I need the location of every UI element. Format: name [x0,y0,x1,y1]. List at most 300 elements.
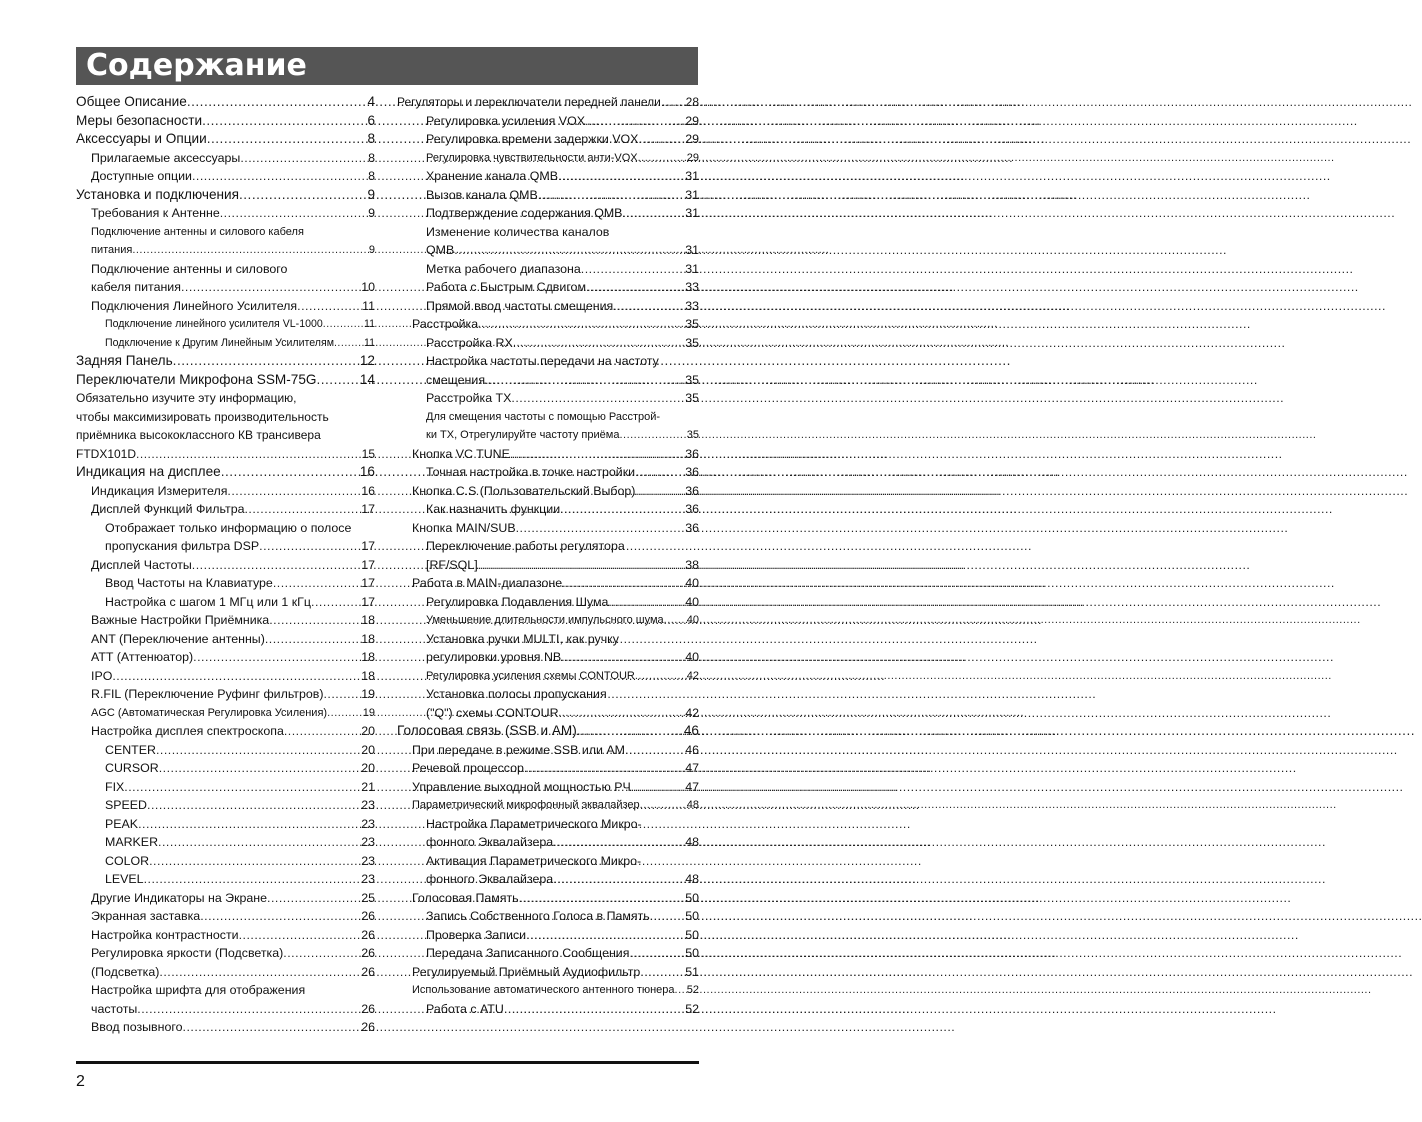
toc-entry-page: 26 [361,946,375,960]
toc-entry-page: 11 [362,298,375,313]
toc-entry[interactable] [76,833,375,852]
toc-leader-dots [269,611,359,630]
toc-entry-page: 50 [685,890,699,905]
toc-entry[interactable] [397,759,699,778]
toc-entry-title: Установка и подключения [76,186,239,202]
toc-leader-dots [622,204,683,223]
toc-entry-title: Дисплей Функций Фильтра [91,502,245,516]
toc-entry-title-line: Подключение антенны и силового [91,261,288,276]
toc-leader-dots [577,722,682,741]
toc-entry-title-line: Настройка Параметрического Микро- [426,816,642,831]
toc-entry-title: R.FIL (Переключение Руфинг фильтров) [91,687,324,701]
toc-entry[interactable] [397,204,699,223]
toc-entry-title: фонного Эквалайзера [426,835,554,849]
toc-entry-title-line: приёмника высококлассного КВ трансивера [76,428,321,442]
toc-entry-title: Метка рабочего диапазона [426,261,581,276]
toc-entry-title: Важные Настройки Приёмника [91,613,270,627]
toc-entry[interactable] [76,852,375,871]
toc-entry[interactable] [76,741,375,760]
toc-entry[interactable] [76,315,375,334]
toc-entry-page: 26 [361,927,375,942]
toc-entry[interactable] [397,93,699,112]
toc-leader-dots [147,796,359,815]
toc-entry[interactable] [76,334,375,353]
toc-entry-title-line: Установка ручки MULTI, как ручку [426,631,619,646]
toc-leader-dots [613,297,683,316]
toc-entry[interactable] [76,759,375,778]
toc-entry-page: 9 [368,244,375,256]
toc-entry[interactable] [397,944,699,963]
toc-leader-dots [675,981,685,1000]
toc-entry-page: 14 [359,371,375,387]
toc-leader-dots [183,1018,360,1037]
toc-entry[interactable] [397,352,699,389]
toc-entry-page: 42 [685,705,699,720]
toc-leader-dots [631,778,683,797]
toc-entry-title: Ввод позывного [91,1020,183,1034]
toc-leader-dots [635,667,685,686]
toc-entry-title: Прямой ввод частоты смещения [426,298,614,313]
toc-entry[interactable] [76,870,375,889]
toc-entry[interactable] [76,963,375,982]
toc-entry-page: 36 [685,520,699,535]
toc-entry[interactable] [76,722,375,741]
toc-entry-page: 16 [361,483,375,498]
toc-entry[interactable] [76,371,375,390]
toc-entry[interactable] [397,741,699,760]
toc-entry[interactable] [76,593,375,612]
toc-leader-dots [187,93,366,112]
toc-leader-dots [283,944,359,963]
toc-entry-title: Голосовая Память [412,890,519,905]
toc-entry[interactable] [76,685,375,704]
toc-leader-dots [478,556,684,575]
toc-leader-dots [137,1000,359,1019]
toc-entry-title: CURSOR [105,761,159,775]
toc-entry-title: Работа в MAIN-диапазоне [412,576,563,590]
toc-entry-title: Настройка с шагом 1 МГц или 1 кГц [105,594,311,609]
toc-entry-title-line: Активация Параметрического Микро- [426,853,642,868]
toc-entry[interactable] [76,667,375,686]
toc-entry-title: Ввод Частоты на Клавиатуре [105,576,273,590]
toc-leader-dots [136,445,360,464]
toc-entry-page: 36 [685,465,699,479]
toc-entry-title: (Подсветка) [91,964,160,979]
toc-entry-page: 23 [361,853,375,868]
toc-entry[interactable] [76,778,375,797]
toc-entry[interactable] [397,500,699,519]
toc-entry-page: 35 [685,391,699,405]
toc-entry-title: QMB [426,243,455,257]
toc-leader-dots [524,759,683,778]
toc-entry-page: 4 [367,94,375,109]
toc-entry[interactable] [76,611,375,630]
toc-entry[interactable] [397,167,699,186]
toc-entry-page: 23 [361,872,375,886]
toc-entry[interactable] [397,260,699,279]
toc-entry[interactable] [397,796,699,815]
toc-leader-dots [638,130,683,149]
toc-entry-title: Регулировка времени задержки VOX [426,132,639,146]
toc-leader-dots [635,463,683,482]
toc-entry-page: 50 [685,927,699,942]
toc-leader-dots [284,722,359,741]
toc-entry-page: 38 [685,557,699,572]
toc-leader-dots [635,482,683,501]
toc-entry-page: 31 [685,206,699,220]
toc-leader-dots [297,297,360,316]
toc-entry-page: 23 [361,798,375,812]
toc-entry[interactable] [397,519,699,538]
toc-leader-dots [240,149,366,168]
toc-entry[interactable] [397,149,699,168]
toc-leader-dots [221,463,358,482]
toc-right-column [397,93,699,1018]
toc-entry-page: 11 [364,336,375,349]
toc-leader-dots [112,667,359,686]
toc-entry[interactable] [397,889,699,908]
toc-entry[interactable] [76,815,375,834]
toc-entry-page: 36 [685,483,699,498]
toc-leader-dots [553,833,683,852]
toc-entry[interactable] [397,130,699,149]
toc-entry-title: ATT (Аттенюатор) [91,650,194,664]
toc-entry[interactable] [397,112,699,131]
toc-leader-dots [239,926,360,945]
toc-entry-title: ки TX, Отрегулируйте частоту приёма [426,429,620,441]
toc-entry[interactable] [397,408,699,445]
toc-entry-title: Меры безопасности [76,112,203,128]
toc-leader-dots [511,389,683,408]
toc-entry-page: 23 [361,835,375,849]
toc-entry[interactable] [76,260,375,297]
toc-entry[interactable] [397,574,699,593]
toc-entry[interactable] [397,667,699,686]
toc-entry-page: 17 [361,576,375,590]
toc-entry-title: SPEED [105,798,148,812]
toc-entry-page: 31 [685,243,699,257]
toc-entry-page: 20 [361,742,375,757]
toc-entry[interactable] [76,149,375,168]
toc-entry[interactable] [76,926,375,945]
toc-entry-title: Задняя Панель [76,353,173,368]
toc-leader-dots [227,482,359,501]
toc-leader-dots [478,315,683,334]
toc-entry-page: 48 [685,872,699,886]
toc-entry-page: 29 [686,151,699,164]
toc-leader-dots [323,685,359,704]
toc-entry-page: 52 [686,984,699,996]
toc-entry[interactable] [397,981,699,1000]
toc-entry-title: PEAK [105,816,139,831]
toc-entry[interactable] [397,278,699,297]
toc-leader-dots [311,593,359,612]
toc-entry[interactable] [397,611,699,630]
toc-entry-page: 16 [359,464,375,479]
toc-entry-page: 28 [685,95,699,109]
toc-leader-dots [538,186,683,205]
toc-entry-title: смещения [426,372,486,387]
toc-leader-dots [561,648,683,667]
toc-entry[interactable] [76,648,375,667]
toc-entry-title: LEVEL [105,872,144,886]
toc-entry[interactable] [397,223,699,260]
toc-entry-page: 50 [685,946,699,960]
toc-entry-title: регулировки уровня NB [426,650,562,664]
toc-entry[interactable] [397,926,699,945]
toc-entry-page: 17 [361,594,375,609]
toc-entry-title: Хранение канала QMB [426,169,558,183]
toc-entry[interactable] [76,981,375,1018]
toc-entry-title: кабеля питания [91,280,181,294]
toc-leader-dots [558,167,683,186]
toc-entry[interactable] [76,482,375,501]
toc-entry-page: 17 [361,557,375,572]
toc-leader-dots [267,889,359,908]
toc-entry-title: Регуляторы и переключатели передней панели [397,95,661,109]
toc-leader-dots [156,741,359,760]
toc-entry-page: 11 [364,318,375,330]
toc-entry[interactable] [397,297,699,316]
toc-entry-title: ("Q") схемы CONTOUR [426,705,559,720]
toc-entry-page: 40 [686,614,699,626]
toc-leader-dots [124,778,359,797]
toc-entry-page: 31 [685,187,699,202]
toc-entry[interactable] [76,297,375,316]
toc-entry-title: COLOR [105,853,150,868]
toc-entry-page: 9 [368,206,375,220]
toc-entry-title: Переключатели Микрофона SSM-75G [76,371,317,387]
toc-leader-dots [173,352,358,371]
toc-leader-dots [327,704,361,723]
toc-entry-page: 26 [361,1001,375,1016]
toc-entry-title-line: Установка полосы пропускания [426,687,607,701]
toc-entry-title-line: Изменение количества каналов [426,224,610,239]
toc-leader-dots [581,260,683,279]
toc-leader-dots [454,241,683,260]
toc-leader-dots [553,870,683,889]
toc-entry[interactable] [76,130,375,149]
toc-entry-title: Регулировка яркости (Подсветка) [91,946,284,960]
toc-entry-title: Запись Собственного Голоса в Память [426,909,650,923]
toc-leader-dots [516,519,684,538]
toc-entry[interactable] [76,574,375,593]
toc-entry-title: Передача Записанного Сообщения [426,946,630,960]
toc-entry[interactable] [397,1000,699,1019]
toc-leader-dots [640,963,683,982]
toc-entry-page: 46 [683,723,699,738]
toc-entry-page: 26 [361,964,375,979]
toc-leader-dots [207,130,366,149]
toc-entry[interactable] [397,852,699,889]
toc-entry-title: фонного Эквалайзера [426,872,554,886]
toc-entry-page: 18 [361,650,375,664]
toc-leader-dots [316,371,357,390]
toc-leader-dots [650,907,683,926]
toc-entry-title: Регулировка усиления схемы CONTOUR [426,669,635,682]
toc-entry-title: Расстройка TX [426,391,512,405]
toc-entry[interactable] [76,630,375,649]
toc-entry-page: 19 [361,687,375,701]
toc-entry[interactable] [76,223,375,260]
toc-entry[interactable] [397,445,699,464]
toc-entry[interactable] [397,186,699,205]
toc-entry[interactable] [76,556,375,575]
toc-leader-dots [158,833,359,852]
toc-leader-dots [265,630,359,649]
toc-entry[interactable] [76,907,375,926]
toc-entry-title: [RF/SQL] [426,557,478,572]
toc-entry-title: Экранная заставка [91,909,201,923]
page-number: 2 [76,1073,85,1090]
toc-entry[interactable] [397,722,699,741]
toc-entry-title: MARKER [105,835,159,849]
toc-leader-dots [193,648,359,667]
toc-entry[interactable] [76,167,375,186]
toc-entry[interactable] [76,704,375,723]
toc-entry-page: 9 [367,186,375,202]
toc-entry-page: 20 [361,724,375,738]
toc-entry[interactable] [397,815,699,852]
toc-leader-dots [562,574,683,593]
toc-entry[interactable] [76,389,375,463]
toc-entry-title: Расстройка [412,317,479,331]
toc-entry[interactable] [397,334,699,353]
toc-leader-dots [259,537,359,556]
toc-leader-dots [132,241,367,260]
toc-entry[interactable] [76,500,375,519]
toc-entry-page: 15 [361,446,375,461]
toc-entry-title: Регулировка Подавления Шума [426,594,609,609]
toc-entry[interactable] [397,463,699,482]
toc-entry-title: Управление выходной мощностью РЧ [412,779,631,794]
toc-leader-dots [560,500,683,519]
toc-entry-title-line: Переключение работы регулятора [426,539,625,553]
toc-leader-dots [513,334,683,353]
toc-leader-dots [323,315,362,334]
toc-entry[interactable] [76,944,375,963]
toc-entry-title: Расстройка RX [426,335,513,350]
toc-entry[interactable] [76,463,375,482]
toc-entry[interactable] [397,630,699,667]
toc-entry-title: Регулировка усиления VOX [426,113,585,128]
toc-leader-dots [625,741,683,760]
toc-leader-dots [192,556,359,575]
toc-entry-title: Речевой процессор [412,761,524,775]
toc-leader-dots [664,611,685,630]
toc-leader-dots [585,112,683,131]
toc-entry-title: Регулировка чувствительности анти-VOX [426,151,638,164]
toc-leader-dots [202,112,365,131]
toc-leader-dots [629,944,683,963]
toc-entry-page: 42 [686,669,699,682]
toc-entry-title: Подключения Линейного Усилителя [91,298,298,313]
toc-leader-dots [144,870,360,889]
toc-entry-page: 36 [685,446,699,461]
toc-entry-title: Доступные опции [91,169,192,183]
toc-entry-title: Подтверждение содержания QMB [426,206,623,220]
toc-entry-title: Точная настройка в точке настройки [426,465,636,479]
toc-entry[interactable] [76,519,375,556]
toc-entry-page: 47 [685,779,699,794]
toc-entry-page: 33 [685,280,699,294]
toc-entry-title-line: чтобы максимизировать производительность [76,409,329,424]
toc-entry-title-line: Подключение антенны и силового кабеля [91,225,304,238]
toc-leader-dots [608,593,683,612]
toc-entry-page: 23 [361,816,375,831]
toc-entry[interactable] [76,352,375,371]
toc-entry-title: Требования к Антенне [91,206,220,220]
toc-entry-title: CENTER [105,742,156,757]
toc-entry[interactable] [76,112,375,131]
toc-leader-dots [273,574,359,593]
toc-entry[interactable] [76,889,375,908]
toc-entry-page: 48 [685,835,699,849]
toc-entry[interactable] [397,537,699,574]
toc-entry[interactable] [397,685,699,722]
toc-entry-page: 35 [685,335,699,350]
toc-left-column [76,93,375,1037]
toc-entry-page: 19 [362,706,375,719]
toc-entry[interactable] [76,1018,375,1037]
toc-entry-page: 40 [685,594,699,609]
toc-entry-page: 36 [685,502,699,516]
toc-entry[interactable] [397,315,699,334]
toc-entry-title: IPO [91,668,113,683]
toc-entry-title: Другие Индикаторы на Экране [91,890,268,905]
toc-entry-title: При передаче в режиме SSB или AM [412,742,625,757]
toc-entry-title: FIX [105,779,125,794]
toc-entry-title-line: Для смещения частоты с помощью Расстрой- [426,410,661,423]
toc-entry-title: Уменьшение длительности импульсного шума [426,614,664,626]
toc-entry-title: AGC (Автоматическая Регулировка Усиления) [91,706,328,719]
toc-entry-page: 52 [685,1001,699,1016]
toc-leader-dots [638,149,685,168]
toc-entry-title-line: Настройка шрифта для отображения [91,983,306,997]
toc-entry-title: Аксессуары и Опции [76,131,207,146]
toc-entry[interactable] [397,482,699,501]
toc-entry[interactable] [397,907,699,926]
toc-entry[interactable] [76,186,375,205]
toc-entry-page: 18 [361,613,375,627]
toc-entry-page: 8 [367,131,375,146]
toc-entry-title: Настройка контрастности [91,927,239,942]
toc-entry[interactable] [397,778,699,797]
toc-entry-page: 33 [685,298,699,313]
toc-entry-page: 17 [361,539,375,553]
toc-entry-page: 40 [685,576,699,590]
toc-entry[interactable] [76,204,375,223]
toc-entry-title: Настройка дисплея спектроскопа [91,724,284,738]
toc-leader-dots [526,926,683,945]
toc-entry-title-line: Настройка частоты передачи на частоту [426,354,659,368]
toc-leader-dots [619,426,684,445]
toc-entry[interactable] [397,593,699,612]
toc-entry[interactable] [397,389,699,408]
toc-entry-page: 10 [361,280,375,294]
toc-entry[interactable] [76,796,375,815]
toc-entry-page: 17 [361,502,375,516]
toc-entry-title: Подключение линейного усилителя VL-1000 [105,318,323,330]
toc-entry-page: 31 [685,169,699,183]
toc-entry-title: пропускания фильтра DSP [105,539,260,553]
toc-entry[interactable] [397,963,699,982]
toc-leader-dots [510,445,683,464]
toc-entry[interactable] [76,93,375,112]
toc-entry-page: 35 [685,372,699,387]
toc-leader-dots [220,204,366,223]
toc-entry-page: 29 [685,113,699,128]
